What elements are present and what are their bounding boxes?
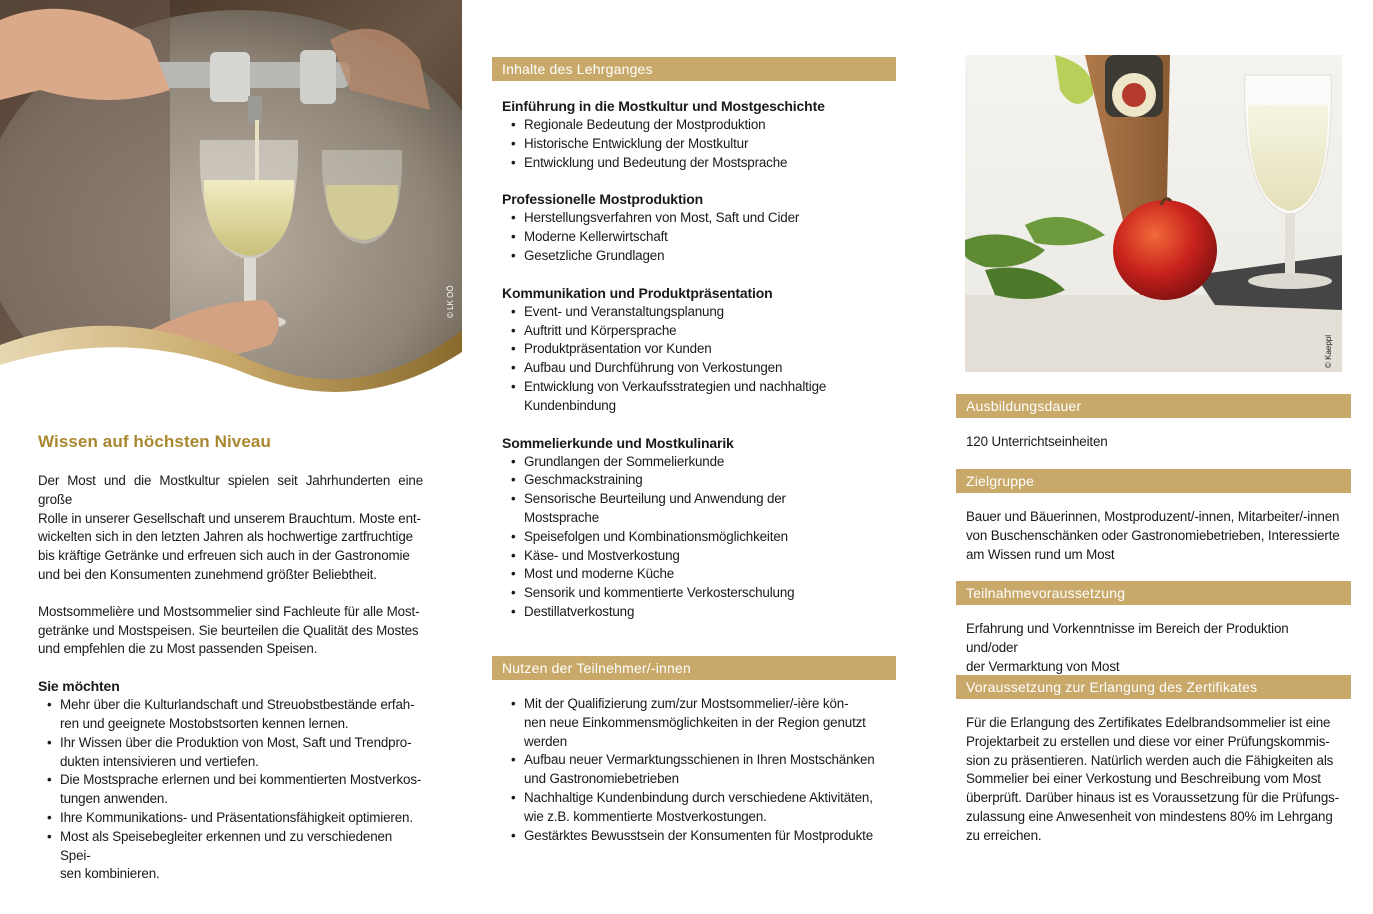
apple-bottle-photo <box>965 55 1342 372</box>
intro-paragraph-1: Der Most und die Mostkultur spielen seit Jahrhunderten eine große Rolle in unserer Gesellschaft und unserem Brauchtum. Moste ent- wickelten sich in den letzten Jahren als hochwertige zartfruchtige bis kräftige Getränke und erfreuen sich auch in der Gastronomie und bei den Konsumenten zunehmend größter Beliebtheit. <box>38 473 423 582</box>
intro-paragraph-2: Mostsommelière und Mostsommelier sind Fachleute für alle Most- getränke und Mostspeisen. Sie beurteilen die Qualität des Mostes und empfehlen die zu Most passenden Speisen. <box>38 603 420 657</box>
list-item: • Aufbau und Durchführung von Verkostungen <box>502 359 892 378</box>
ausbildungsdauer-text: 120 Unterrichtseinheiten <box>966 434 1108 449</box>
photo-credit-left: © LK OÖ <box>446 285 455 318</box>
list-item: • Event- und Veranstaltungsplanung <box>502 303 892 322</box>
list-item: • Aufbau neuer Vermarktungsschienen in Ihren Mostschänken und Gastronomiebetrieben <box>502 751 887 789</box>
list-item: • Speisefolgen und Kombinationsmöglichkeiten <box>502 528 892 547</box>
inhalte-header-bar: Inhalte des Lehrganges <box>492 57 896 81</box>
sie-moechten-list <box>38 696 423 884</box>
photo-credit-right: © Kaeppl <box>1324 334 1333 368</box>
list-item: • Mehr über die Kulturlandschaft und Streuobstbestände erfah- ren und geeignete Mostobstsorten kennen lernen. <box>38 696 423 734</box>
list-item: • Die Mostsprache erlernen und bei kommentierten Mostverkos- tungen anwenden. <box>38 771 423 809</box>
list-item: • Auftritt und Körpersprache <box>502 322 892 341</box>
zielgruppe-text: Bauer und Bäuerinnen, Mostproduzent/-innen, Mitarbeiter/-innen von Buschenschänken oder Gastronomiebetrieben, Interessierte am Wissen rund um Most <box>966 509 1340 562</box>
list-item: • Sensorik und kommentierte Verkosterschulung <box>502 584 892 603</box>
section-einfuehrung: Einführung in die Mostkultur und Mostgeschichte • Regionale Bedeutung der Mostproduktion • Historische Entwicklung der Mostkultur • Entwicklung und Bedeutung der Mostsprache <box>502 97 892 172</box>
nutzen-column <box>502 695 887 845</box>
list-item: • Destillatverkostung <box>502 603 892 622</box>
ausbildungsdauer-header-bar: Ausbildungsdauer <box>956 394 1351 418</box>
list-item: • Grundlangen der Sommelierkunde <box>502 453 892 472</box>
cider-tap-photo <box>0 0 462 400</box>
list-item: • Käse- und Mostverkostung <box>502 547 892 566</box>
list-item: • Gestärktes Bewusstsein der Konsumenten für Mostprodukte <box>502 827 887 846</box>
nutzen-header-bar: Nutzen der Teilnehmer/-innen <box>492 656 896 680</box>
list-item: • Regionale Bedeutung der Mostproduktion <box>502 116 892 135</box>
zertifikat-header-bar: Voraussetzung zur Erlangung des Zertifikates <box>956 675 1351 699</box>
inhalte-column <box>502 97 892 622</box>
list-item: • Moderne Kellerwirtschaft <box>502 228 892 247</box>
list-item: • Gesetzliche Grundlagen <box>502 247 892 266</box>
teilnahme-header-bar: Teilnahmevoraussetzung <box>956 581 1351 605</box>
list-item: • Ihre Kommunikations- und Präsentationsfähigkeit optimieren. <box>38 809 423 828</box>
list-item: • Most als Speisebegleiter erkennen und zu verschiedenen Spei- sen kombinieren. <box>38 828 423 884</box>
list-item: • Geschmackstraining <box>502 471 892 490</box>
intro-column <box>38 472 423 884</box>
list-item: • Entwicklung von Verkaufsstrategien und nachhaltige Kundenbindung <box>502 378 892 416</box>
list-item: • Entwicklung und Bedeutung der Mostsprache <box>502 154 892 173</box>
list-item: • Historische Entwicklung der Mostkultur <box>502 135 892 154</box>
list-item: • Sensorische Beurteilung und Anwendung der Mostsprache <box>502 490 892 528</box>
list-item: • Nachhaltige Kundenbindung durch verschiedene Aktivitäten, wie z.B. kommentierte Mostverkostungen. <box>502 789 887 827</box>
section-produktion: Professionelle Mostproduktion • Herstellungsverfahren von Most, Saft und Cider • Moderne Kellerwirtschaft • Gesetzliche Grundlagen <box>502 190 892 265</box>
list-item: • Ihr Wissen über die Produktion von Most, Saft und Trendpro- dukten intensivieren und vertiefen. <box>38 734 423 772</box>
zielgruppe-header-bar: Zielgruppe <box>956 469 1351 493</box>
section-kommunikation: Kommunikation und Produktpräsentation • Event- und Veranstaltungsplanung • Auftritt und Körpersprache • Produktpräsentation vor Kunden • Aufbau und Durchführung von Verkostungen • Entwicklung von Verkaufsstrategien und nachhaltige Kundenbindung <box>502 284 892 416</box>
list-item: • Herstellungsverfahren von Most, Saft und Cider <box>502 209 892 228</box>
list-item: • Produktpräsentation vor Kunden <box>502 340 892 359</box>
zertifikat-text: Für die Erlangung des Zertifikates Edelbrandsommelier ist eine Projektarbeit zu erstellen und diese vor einer Prüfungskommis- sion zu präsentieren. Natürlich werden auch die Fähigkeiten als Sommelier bei einer Verkostung und Beschreibung vom Most überprüft. Darüber hinaus ist es Voraussetzung für die Prüfungs- zulassung eine Anwesenheit von mindestens 80% im Lehrgang zu erreichen. <box>966 715 1339 843</box>
intro-heading: Wissen auf höchsten Niveau <box>38 432 271 451</box>
section-sommelierkunde: Sommelierkunde und Mostkulinarik • Grundlangen der Sommelierkunde • Geschmackstraining • Sensorische Beurteilung und Anwendung der Mostsprache • Speisefolgen und Kombinationsmöglichkeiten • Käse- und Mostverkostung • Most und moderne Küche • Sensorik und kommentierte Verkosterschulung • Destillatverkostung <box>502 434 892 622</box>
list-item: • Mit der Qualifizierung zum/zur Mostsommelier/-ière kön- nen neue Einkommensmöglichkeiten in der Region genutzt werden <box>502 695 887 751</box>
list-item: • Most und moderne Küche <box>502 565 892 584</box>
sie-moechten-title: Sie möchten <box>38 678 120 695</box>
teilnahme-text: Erfahrung und Vorkenntnisse im Bereich der Produktion und/oder der Vermarktung von Most <box>966 621 1289 674</box>
